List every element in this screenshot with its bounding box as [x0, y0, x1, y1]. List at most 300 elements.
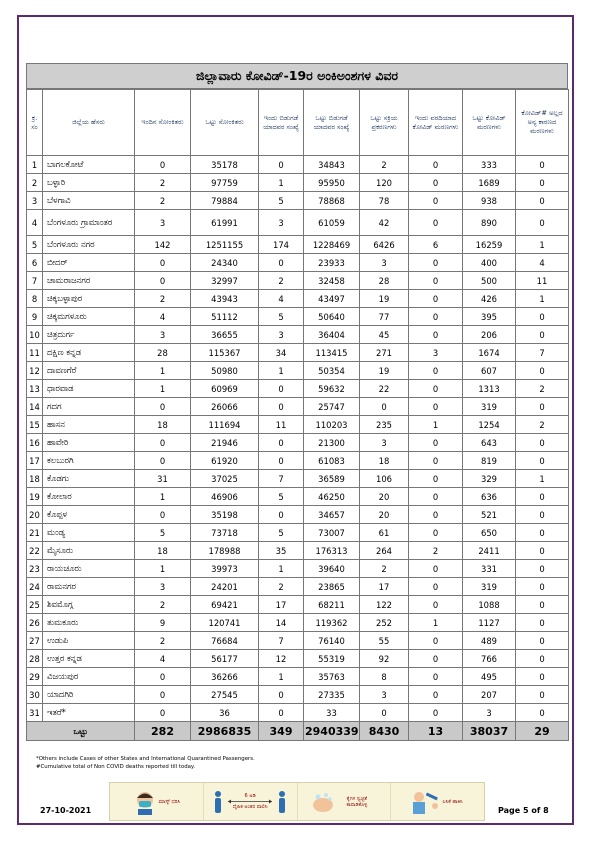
data-cell: 69421: [191, 596, 259, 614]
row-serial: 4: [27, 210, 43, 236]
table-row: [27, 156, 569, 174]
data-cell: 0: [409, 506, 463, 524]
data-cell: 1228469: [304, 236, 360, 254]
data-cell: 1674: [463, 344, 516, 362]
table-title: ಜಿಲ್ಲಾವಾರು ಕೋವಿಡ್-19ರ ಅಂಕಿಅಂಶಗಳ ವಿವರ: [26, 63, 568, 89]
table-row: [27, 614, 569, 632]
data-cell: 4: [135, 308, 191, 326]
data-cell: 119362: [304, 614, 360, 632]
table-row: [27, 344, 569, 362]
data-cell: 50980: [191, 362, 259, 380]
data-cell: 0: [135, 254, 191, 272]
data-cell: 0: [516, 524, 569, 542]
data-cell: 7: [259, 470, 304, 488]
data-cell: 0: [516, 578, 569, 596]
data-cell: 2: [360, 156, 409, 174]
mask-face-icon: [132, 789, 158, 815]
data-cell: 2411: [463, 542, 516, 560]
district-name: ಬಳ್ಳಾರಿ: [43, 174, 135, 192]
row-serial: 26: [27, 614, 43, 632]
row-serial: 30: [27, 686, 43, 704]
data-cell: 5: [259, 524, 304, 542]
data-cell: 4: [259, 290, 304, 308]
vaccine-icon: [411, 789, 441, 815]
data-cell: 0: [259, 506, 304, 524]
district-name: ಉತ್ತರ ಕನ್ನಡ: [43, 650, 135, 668]
table-row: [27, 254, 569, 272]
table-row: [27, 488, 569, 506]
row-serial: 3: [27, 192, 43, 210]
row-serial: 20: [27, 506, 43, 524]
column-header: ಒಟ್ಟು ಸಕ್ರಿಯ ಪ್ರಕರಣಗಳು: [360, 90, 409, 156]
total-label: ಒಟ್ಟು: [27, 722, 135, 741]
data-cell: 650: [463, 524, 516, 542]
data-cell: 0: [516, 434, 569, 452]
table-row: [27, 290, 569, 308]
district-stats-table: [26, 89, 569, 741]
data-cell: 14: [259, 614, 304, 632]
data-cell: 178988: [191, 542, 259, 560]
row-serial: 23: [27, 560, 43, 578]
data-cell: 78: [360, 192, 409, 210]
data-cell: 890: [463, 210, 516, 236]
table-row: [27, 668, 569, 686]
data-cell: 5: [259, 192, 304, 210]
data-cell: 1: [259, 174, 304, 192]
data-cell: 0: [135, 398, 191, 416]
banner-hand-wash: [298, 783, 392, 820]
data-cell: 0: [259, 704, 304, 722]
column-header: ಒಟ್ಟು ಬಿಡುಗಡೆ ಯಾದವರ ಸಂಖ್ಯೆ: [304, 90, 360, 156]
data-cell: 18: [360, 452, 409, 470]
data-cell: 2: [135, 192, 191, 210]
data-cell: 1: [409, 614, 463, 632]
row-serial: 27: [27, 632, 43, 650]
data-cell: 11: [259, 416, 304, 434]
district-name: ಬೆಂಗಳೂರು ಗ್ರಾಮಾಂತರ: [43, 210, 135, 236]
data-cell: 0: [516, 488, 569, 506]
data-cell: 0: [409, 272, 463, 290]
data-cell: 3: [135, 326, 191, 344]
table-row: [27, 416, 569, 434]
data-cell: 36266: [191, 668, 259, 686]
data-cell: 76684: [191, 632, 259, 650]
total-cell: 2940339: [304, 722, 360, 741]
data-cell: 3: [259, 210, 304, 236]
row-serial: 5: [27, 236, 43, 254]
person-icon: [213, 790, 223, 814]
data-cell: 5: [259, 488, 304, 506]
data-cell: 252: [360, 614, 409, 632]
table-row: [27, 326, 569, 344]
district-name: ಇತರೆ*: [43, 704, 135, 722]
total-cell: 282: [135, 722, 191, 741]
data-cell: 6: [409, 236, 463, 254]
district-name: ಬೆಂಗಳೂರು ನಗರ: [43, 236, 135, 254]
data-cell: 0: [409, 668, 463, 686]
data-cell: 78868: [304, 192, 360, 210]
total-cell: 2986835: [191, 722, 259, 741]
data-cell: 174: [259, 236, 304, 254]
district-name: ಚಿಕ್ಕಬಳ್ಳಾಪುರ: [43, 290, 135, 308]
data-cell: 264: [360, 542, 409, 560]
data-cell: 0: [516, 650, 569, 668]
data-cell: 17: [259, 596, 304, 614]
data-cell: 43497: [304, 290, 360, 308]
data-cell: 42: [360, 210, 409, 236]
district-name: ತುಮಕೂರು: [43, 614, 135, 632]
row-serial: 22: [27, 542, 43, 560]
data-cell: 27545: [191, 686, 259, 704]
data-cell: 1: [135, 380, 191, 398]
data-cell: 115367: [191, 344, 259, 362]
table-row: [27, 452, 569, 470]
data-cell: 0: [516, 668, 569, 686]
data-cell: 61059: [304, 210, 360, 236]
data-cell: 0: [259, 380, 304, 398]
row-serial: 11: [27, 344, 43, 362]
banner-hand-label: ಕೈಗಳ ಸ್ವಚ್ಛತೆ ಕಾಪಾಡಿಕೊಳ್ಳಿ: [346, 795, 368, 808]
district-name: ಬಾಗಲಕೋಟೆ: [43, 156, 135, 174]
data-cell: 3: [360, 434, 409, 452]
data-cell: 35178: [191, 156, 259, 174]
data-cell: 0: [516, 326, 569, 344]
data-cell: 2: [516, 416, 569, 434]
data-cell: 19: [360, 290, 409, 308]
row-serial: 31: [27, 704, 43, 722]
data-cell: 0: [409, 290, 463, 308]
data-cell: 0: [409, 452, 463, 470]
data-cell: 50354: [304, 362, 360, 380]
row-serial: 15: [27, 416, 43, 434]
district-name: ಹಾಸನ: [43, 416, 135, 434]
data-cell: 3: [463, 704, 516, 722]
data-cell: 395: [463, 308, 516, 326]
data-cell: 28: [135, 344, 191, 362]
table-row: [27, 272, 569, 290]
data-cell: 0: [516, 174, 569, 192]
table-row: [27, 650, 569, 668]
data-cell: 500: [463, 272, 516, 290]
column-header: ಒಟ್ಟು ಕೋವಿಡ್ ಮರಣಗಳು: [463, 90, 516, 156]
data-cell: 2: [135, 174, 191, 192]
data-cell: 113415: [304, 344, 360, 362]
data-cell: 34: [259, 344, 304, 362]
row-serial: 24: [27, 578, 43, 596]
data-cell: 39973: [191, 560, 259, 578]
row-serial: 17: [27, 452, 43, 470]
data-cell: 0: [516, 210, 569, 236]
district-name: ಬೀದರ್: [43, 254, 135, 272]
row-serial: 7: [27, 272, 43, 290]
data-cell: 0: [516, 542, 569, 560]
table-row: [27, 210, 569, 236]
data-cell: 34843: [304, 156, 360, 174]
district-name: ಹಾವೇರಿ: [43, 434, 135, 452]
data-cell: 0: [409, 578, 463, 596]
data-cell: 7: [516, 344, 569, 362]
row-serial: 29: [27, 668, 43, 686]
page-number: Page 5 of 8: [498, 806, 549, 815]
table-row: [27, 236, 569, 254]
data-cell: 0: [409, 524, 463, 542]
column-header: ಜಿಲ್ಲೆಯ ಹೆಸರು: [43, 90, 135, 156]
row-serial: 8: [27, 290, 43, 308]
data-cell: 46250: [304, 488, 360, 506]
data-cell: 1254: [463, 416, 516, 434]
data-cell: 0: [409, 156, 463, 174]
table-row: [27, 542, 569, 560]
data-cell: 0: [409, 632, 463, 650]
person-icon: [277, 790, 287, 814]
row-serial: 10: [27, 326, 43, 344]
data-cell: 0: [259, 452, 304, 470]
row-serial: 21: [27, 524, 43, 542]
table-row: [27, 686, 569, 704]
row-serial: 14: [27, 398, 43, 416]
data-cell: 36589: [304, 470, 360, 488]
data-cell: 20: [360, 488, 409, 506]
banner-distance-value: 6 ಅಡಿ: [244, 793, 256, 799]
data-cell: 36655: [191, 326, 259, 344]
data-cell: 0: [135, 272, 191, 290]
data-cell: 0: [360, 704, 409, 722]
district-name: ಬೆಳಗಾವಿ: [43, 192, 135, 210]
data-cell: 36: [191, 704, 259, 722]
footnote-others: *Others include Cases of other States and International Quarantined Passengers.: [36, 756, 255, 762]
district-name: ಕೊಡಗು: [43, 470, 135, 488]
data-cell: 7: [259, 632, 304, 650]
table-row: [27, 596, 569, 614]
district-name: ದಾವಣಗೆರೆ: [43, 362, 135, 380]
data-cell: 59632: [304, 380, 360, 398]
data-cell: 0: [516, 506, 569, 524]
data-cell: 8: [360, 668, 409, 686]
data-cell: 79884: [191, 192, 259, 210]
data-cell: 0: [259, 156, 304, 174]
data-cell: 9: [135, 614, 191, 632]
data-cell: 142: [135, 236, 191, 254]
data-cell: 0: [135, 452, 191, 470]
data-cell: 120741: [191, 614, 259, 632]
data-cell: 68211: [304, 596, 360, 614]
data-cell: 0: [516, 362, 569, 380]
data-cell: 0: [516, 686, 569, 704]
table-row: [27, 560, 569, 578]
district-name: ರಾಯಚೂರು: [43, 560, 135, 578]
data-cell: 61: [360, 524, 409, 542]
data-cell: 3: [360, 254, 409, 272]
data-cell: 0: [516, 632, 569, 650]
data-cell: 0: [409, 686, 463, 704]
data-cell: 0: [135, 156, 191, 174]
data-cell: 2: [259, 578, 304, 596]
total-cell: 13: [409, 722, 463, 741]
data-cell: 31: [135, 470, 191, 488]
district-name: ಉಡುಪಿ: [43, 632, 135, 650]
data-cell: 0: [516, 398, 569, 416]
table-row: [27, 192, 569, 210]
data-cell: 45: [360, 326, 409, 344]
table-row: [27, 506, 569, 524]
data-cell: 1313: [463, 380, 516, 398]
data-cell: 766: [463, 650, 516, 668]
row-serial: 18: [27, 470, 43, 488]
column-header: ಕ್ರ. ಸಂ: [27, 90, 43, 156]
data-cell: 0: [135, 704, 191, 722]
data-cell: 76140: [304, 632, 360, 650]
table-row: [27, 380, 569, 398]
data-cell: 521: [463, 506, 516, 524]
report-date: 27-10-2021: [40, 806, 92, 815]
data-cell: 0: [516, 704, 569, 722]
data-cell: 0: [409, 362, 463, 380]
data-cell: 12: [259, 650, 304, 668]
data-cell: 0: [409, 380, 463, 398]
column-header: ಇಂದು ಬಿಡುಗಡೆ ಯಾದವರ ಸಂಖ್ಯೆ: [259, 90, 304, 156]
data-cell: 400: [463, 254, 516, 272]
data-cell: 0: [135, 506, 191, 524]
data-cell: 207: [463, 686, 516, 704]
data-cell: 1689: [463, 174, 516, 192]
district-name: ಯಾದಗಿರಿ: [43, 686, 135, 704]
data-cell: 11: [516, 272, 569, 290]
data-cell: 271: [360, 344, 409, 362]
data-cell: 0: [135, 686, 191, 704]
data-cell: 35763: [304, 668, 360, 686]
row-serial: 1: [27, 156, 43, 174]
data-cell: 0: [409, 560, 463, 578]
data-cell: 92: [360, 650, 409, 668]
column-header: ಕೋವಿಡ್# ಅಲ್ಲದ ಅನ್ಯ ಕಾರಣದ ಮರಣಗಳು: [516, 90, 569, 156]
data-cell: 495: [463, 668, 516, 686]
data-cell: 61920: [191, 452, 259, 470]
row-serial: 13: [27, 380, 43, 398]
data-cell: 34657: [304, 506, 360, 524]
data-cell: 0: [516, 614, 569, 632]
data-cell: 122: [360, 596, 409, 614]
data-cell: 938: [463, 192, 516, 210]
table-row: [27, 434, 569, 452]
data-cell: 0: [135, 434, 191, 452]
data-cell: 643: [463, 434, 516, 452]
data-cell: 0: [135, 668, 191, 686]
data-cell: 27335: [304, 686, 360, 704]
district-name: ಕೊಪ್ಪಳ: [43, 506, 135, 524]
data-cell: 0: [259, 398, 304, 416]
table-body: [27, 156, 569, 722]
data-cell: 35: [259, 542, 304, 560]
footnotes: [36, 755, 255, 771]
row-serial: 25: [27, 596, 43, 614]
data-cell: 97759: [191, 174, 259, 192]
data-cell: 1: [409, 416, 463, 434]
data-cell: 3: [409, 344, 463, 362]
data-cell: 73007: [304, 524, 360, 542]
data-cell: 0: [409, 254, 463, 272]
data-cell: 1251155: [191, 236, 259, 254]
data-cell: 3: [360, 686, 409, 704]
table-row: [27, 704, 569, 722]
data-cell: 21300: [304, 434, 360, 452]
data-cell: 1: [135, 362, 191, 380]
data-cell: 2: [259, 272, 304, 290]
data-cell: 0: [409, 596, 463, 614]
data-cell: 2: [135, 632, 191, 650]
column-header: ಇಂದು ವರದಿಯಾದ ಕೋವಿಡ್ ಮರಣಗಳು: [409, 90, 463, 156]
column-header: ಇಂದಿನ ಸೋಂಕಿತರು: [135, 90, 191, 156]
banner-distance: [204, 783, 298, 820]
table-total: [27, 722, 569, 741]
row-serial: 2: [27, 174, 43, 192]
data-cell: 19: [360, 362, 409, 380]
data-cell: 5: [135, 524, 191, 542]
data-cell: 24340: [191, 254, 259, 272]
data-cell: 0: [259, 434, 304, 452]
data-cell: 111694: [191, 416, 259, 434]
data-cell: 819: [463, 452, 516, 470]
data-cell: 120: [360, 174, 409, 192]
district-name: ವಿಜಯಪುರ: [43, 668, 135, 686]
data-cell: 18: [135, 416, 191, 434]
data-cell: 0: [516, 596, 569, 614]
data-cell: 1: [259, 560, 304, 578]
data-cell: 73718: [191, 524, 259, 542]
data-cell: 636: [463, 488, 516, 506]
banner-mask-label: ಮಾಸ್ಕ್ ಧರಿಸಿ: [158, 798, 181, 805]
data-cell: 46906: [191, 488, 259, 506]
data-cell: 1127: [463, 614, 516, 632]
data-cell: 1: [135, 488, 191, 506]
data-cell: 206: [463, 326, 516, 344]
table-row: [27, 398, 569, 416]
data-cell: 0: [409, 398, 463, 416]
data-cell: 426: [463, 290, 516, 308]
data-cell: 0: [409, 192, 463, 210]
data-cell: 61083: [304, 452, 360, 470]
data-cell: 0: [409, 470, 463, 488]
data-cell: 1: [516, 470, 569, 488]
data-cell: 329: [463, 470, 516, 488]
data-cell: 55: [360, 632, 409, 650]
data-cell: 1: [135, 560, 191, 578]
data-cell: 32458: [304, 272, 360, 290]
data-cell: 319: [463, 398, 516, 416]
data-cell: 0: [409, 308, 463, 326]
total-cell: 8430: [360, 722, 409, 741]
data-cell: 36404: [304, 326, 360, 344]
data-cell: 1: [516, 290, 569, 308]
data-cell: 25747: [304, 398, 360, 416]
data-cell: 0: [516, 560, 569, 578]
data-cell: 0: [409, 488, 463, 506]
data-cell: 331: [463, 560, 516, 578]
data-cell: 21946: [191, 434, 259, 452]
data-cell: 607: [463, 362, 516, 380]
data-cell: 2: [360, 560, 409, 578]
data-cell: 2: [409, 542, 463, 560]
covid-awareness-banner: [109, 782, 485, 821]
data-cell: 6426: [360, 236, 409, 254]
data-cell: 0: [516, 452, 569, 470]
row-serial: 28: [27, 650, 43, 668]
data-cell: 176313: [304, 542, 360, 560]
banner-mask: [110, 783, 204, 820]
district-name: ಮಂಡ್ಯ: [43, 524, 135, 542]
total-cell: 349: [259, 722, 304, 741]
data-cell: 51112: [191, 308, 259, 326]
hand-wash-icon: [310, 789, 336, 815]
